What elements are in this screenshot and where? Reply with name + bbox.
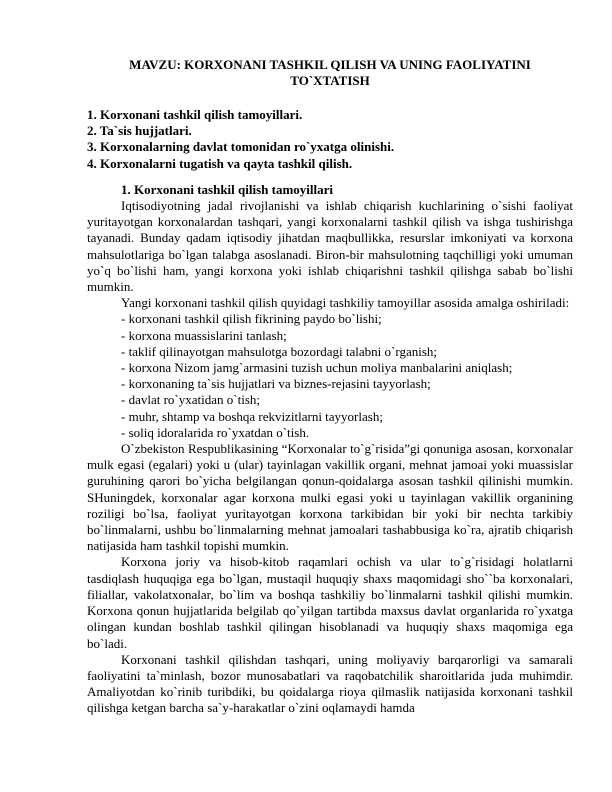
list-item: - soliq idoralarida ro`yxatdan o`tish. [121, 424, 310, 440]
section-heading: 1. Korxonani tashkil qilish tamoyillari [121, 181, 334, 197]
principles-list [87, 311, 573, 441]
toc-item: 3. Korxonalarning davlat tomonidan ro`yxatga olinishi. [87, 139, 395, 155]
document-page [87, 57, 573, 717]
list-item: - korxona muassislarini tanlash; [121, 327, 287, 343]
toc-item: 4. Korxonalarni tugatish va qayta tashkil qilish. [87, 155, 353, 171]
body-paragraph: Iqtisodiyotning jadal rivojlanishi va ishlab chiqarish kuchlarining o`sishi faoliyat yuritayotgan korxonalardan tashqari, yangi korxonalarni tashkil qilish va ishga tushirishga tayanadi. Bunday qadam iqtisodiy jihatdan maqbullikka, resurslar imkoniyati va korxona mahsulotlariga bo`lgan talabga asoslanadi. Biron-bir mahsulotning taqchilligi yoki umuman yo`q bo`lishi ham, yangi korxona yoki ishlab chiqarishni tashkil qilishga sabab bo`lishi mumkin. [87, 198, 573, 295]
table-of-contents [87, 107, 573, 172]
body-paragraph: Yangi korxonani tashkil qilish quyidagi tashkiliy tamoyillar asosida amalga oshiriladi: [121, 295, 570, 311]
body-paragraph: Korxonani tashkil qilishdan tashqari, uning moliyaviy barqarorligi va samarali faoliyatini ta`minlash, bozor munosabatlari va raqobatchilik sharoitlarida juda muhimdir. Amaliyotdan ko`rinib turibdiki, bu qoidalarga rioya qilmaslik natijasida korxonani tashkil qilishga ketgan barcha sa`y-harakatlar o`zini oqlamaydi hamda [87, 651, 573, 716]
document-title: MAVZU: KORXONANI TASHKIL QILISH VA UNING FAOLIYATINI TO`XTATISH [129, 57, 531, 88]
list-item: - korxonani tashkil qilish fikrining paydo bo`lishi; [121, 311, 382, 327]
toc-item: 2. Ta`sis hujjatlari. [87, 123, 192, 139]
list-item: - korxona Nizom jamg`armasini tuzish uchun moliya manbalarini aniqlash; [121, 360, 513, 376]
toc-item: 1. Korxonani tashkil qilish tamoyillari. [87, 107, 303, 122]
list-item: - korxonaning ta`sis hujjatlari va biznes-rejasini tayyorlash; [121, 376, 431, 392]
list-item: - taklif qilinayotgan mahsulotga bozordagi talabni o`rganish; [121, 343, 438, 359]
list-item: - muhr, shtamp va boshqa rekvizitlarni tayyorlash; [121, 408, 383, 424]
body-paragraph: Korxona joriy va hisob-kitob raqamlari ochish va ular to`g`risidagi holatlarni tasdiqlash huquqiga ega bo`lgan, mustaqil huquqiy shaxs maqomidagi sho``ba korxonalari, filiallar, vakolatxonalar, bo`lim va boshqa tashkiliy bo`linmalarni tashkil qilishi mumkin. Korxona qonun hujjatlarida belgilab qo`yilgan tartibda maxsus davlat organlarida ro`yxatga olingan kundan boshlab tashkil qilingan hisoblanadi va huquqiy shaxs maqomiga ega bo`ladi. [87, 554, 573, 651]
body-paragraph: O`zbekiston Respublikasining “Korxonalar to`g`risida”gi qonuniga asosan, korxonalar mulk egasi (egalari) yoki u (ular) tayinlagan vakillik organi, mehnat jamoai yoki muassislar guruhining qarori bo`yicha belgilangan qonun-qoidalarga asosan tashkil qilinishi mumkin. SHuningdek, korxonalar agar korxona mulki egasi yoki u tayinlagan vakillik organining roziligi bo`lsa, faoliyat yuritayotgan korxona tarkibidan bir yoki bir nechta tarkibiy bo`linmalarni, ushbu bo`linmalarning mehnat jamoalari tashabbusiga ko`ra, ajratib chiqarish natijasida ham tashkil topishi mumkin. [87, 441, 573, 554]
list-item: - davlat ro`yxatidan o`tish; [121, 392, 260, 408]
